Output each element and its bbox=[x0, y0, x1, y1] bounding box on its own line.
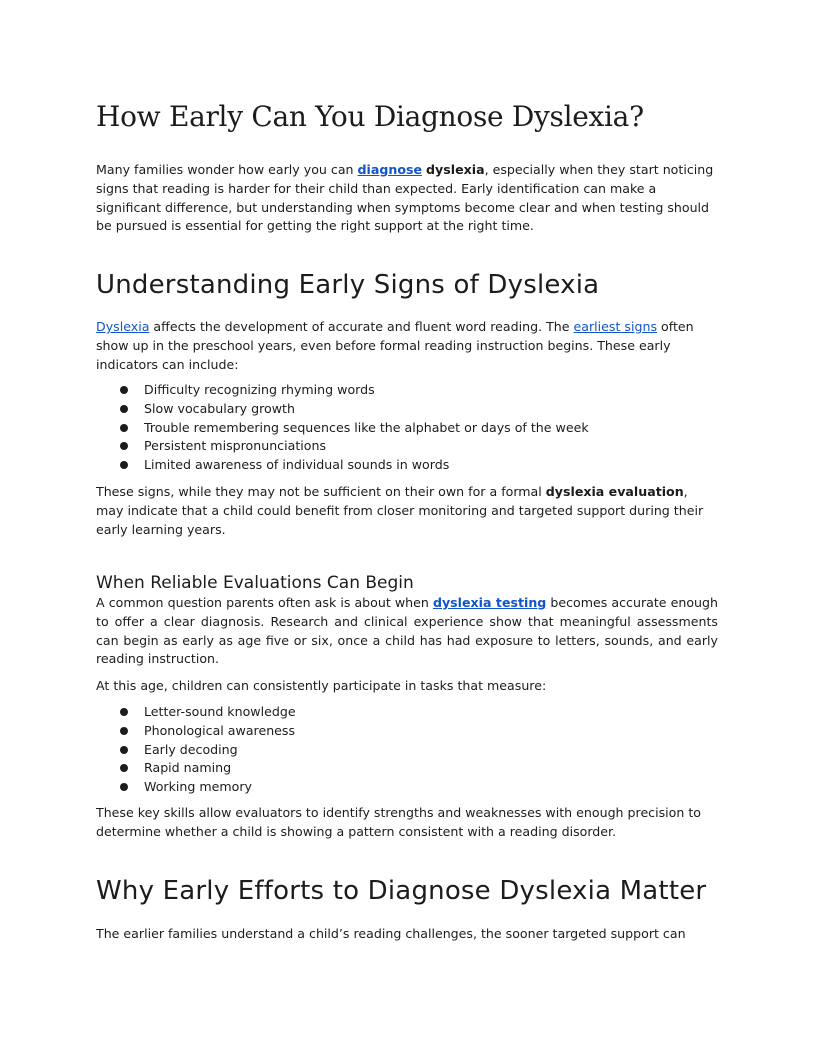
list-item bbox=[120, 741, 296, 760]
dyslexia-testing-link[interactable]: dyslexia testing bbox=[432, 595, 547, 610]
bullet-icon bbox=[120, 461, 128, 469]
evaluations-text-1: A common question parents often ask is about when bbox=[96, 595, 433, 610]
intro-text-1: Many families wonder how early you can bbox=[96, 162, 358, 177]
bullet-icon bbox=[120, 727, 128, 735]
list-item bbox=[120, 381, 589, 400]
signs-summary-text-1: These signs, while they may not be sufficient on their own for a formal bbox=[96, 484, 546, 499]
list-item-text: Slow vocabulary growth bbox=[144, 400, 295, 416]
list-item bbox=[120, 400, 589, 419]
why-early-paragraph: The earlier families understand a child’s reading challenges, the sooner targeted support can bbox=[96, 926, 686, 941]
list-item bbox=[120, 703, 296, 722]
bullet-icon bbox=[120, 708, 128, 716]
list-item bbox=[120, 722, 296, 741]
list-item bbox=[120, 778, 296, 797]
earliest-signs-link[interactable]: earliest signs bbox=[573, 319, 658, 334]
signs-summary-paragraph bbox=[96, 483, 718, 539]
early-signs-text-2: often show up in the preschool years, even before formal reading instruction begins. These early indicators can include: bbox=[96, 319, 694, 372]
list-item-text: Phonological awareness bbox=[144, 722, 296, 738]
list-item-text: Limited awareness of individual sounds in words bbox=[144, 457, 450, 473]
list-item-text: Trouble remembering sequences like the alphabet or days of the week bbox=[144, 419, 589, 435]
list-item-text: Working memory bbox=[144, 779, 252, 795]
skills-summary-paragraph: These key skills allow evaluators to identify strengths and weaknesses with enough precision to determine whether a child is showing a pattern consistent with a reading disorder. bbox=[96, 805, 702, 839]
intro-text-2: , especially when they start noticing signs that reading is harder for their child than expected. Early identification can make a significant difference, but understanding when symptoms become clear and when testing should be pursued is essential for getting the right support at the right time. bbox=[96, 162, 714, 234]
list-item-text: Persistent mispronunciations bbox=[144, 438, 327, 454]
list-item bbox=[120, 456, 589, 475]
list-item-text: Early decoding bbox=[144, 741, 238, 757]
bullet-icon bbox=[120, 783, 128, 791]
bullet-icon bbox=[120, 405, 128, 413]
bullet-icon bbox=[120, 442, 128, 450]
subsection-heading-evaluations: When Reliable Evaluations Can Begin bbox=[96, 573, 414, 593]
list-item bbox=[120, 437, 589, 456]
dyslexia-link[interactable]: Dyslexia bbox=[96, 319, 150, 334]
list-item-text: Rapid naming bbox=[144, 760, 232, 776]
section-heading-why-early: Why Early Efforts to Diagnose Dyslexia Matter bbox=[96, 876, 707, 906]
evaluations-text-2: becomes accurate enough to offer a clear diagnosis. Research and clinical experience show that meaningful assessments can begin as early as age five or six, once a child has had exposure to letters, sounds, and early reading instruction. bbox=[96, 595, 719, 667]
page-title: How Early Can You Diagnose Dyslexia? bbox=[96, 100, 644, 133]
bullet-icon bbox=[120, 764, 128, 772]
bullet-icon bbox=[120, 746, 128, 754]
signs-summary-text-2: , may indicate that a child could benefit from closer monitoring and targeted support during their early learning years. bbox=[96, 484, 704, 537]
section-heading-early-signs: Understanding Early Signs of Dyslexia bbox=[96, 270, 600, 300]
early-signs-paragraph bbox=[96, 318, 718, 374]
intro-paragraph bbox=[96, 161, 718, 236]
early-signs-list bbox=[120, 381, 589, 475]
list-item-text: Difficulty recognizing rhyming words bbox=[144, 382, 375, 397]
dyslexia-evaluation-bold: dyslexia evaluation bbox=[545, 484, 684, 499]
bullet-icon bbox=[120, 424, 128, 432]
diagnose-link[interactable]: diagnose bbox=[357, 162, 423, 177]
bullet-icon bbox=[120, 386, 128, 394]
skills-intro-paragraph: At this age, children can consistently participate in tasks that measure: bbox=[96, 678, 547, 693]
list-item bbox=[120, 419, 589, 438]
list-item bbox=[120, 759, 296, 778]
list-item-text: Letter-sound knowledge bbox=[144, 704, 296, 719]
skills-list bbox=[120, 703, 296, 797]
evaluations-paragraph bbox=[96, 594, 718, 669]
intro-bold-dyslexia: dyslexia bbox=[426, 162, 485, 177]
early-signs-text-1: affects the development of accurate and fluent word reading. The bbox=[149, 319, 574, 334]
